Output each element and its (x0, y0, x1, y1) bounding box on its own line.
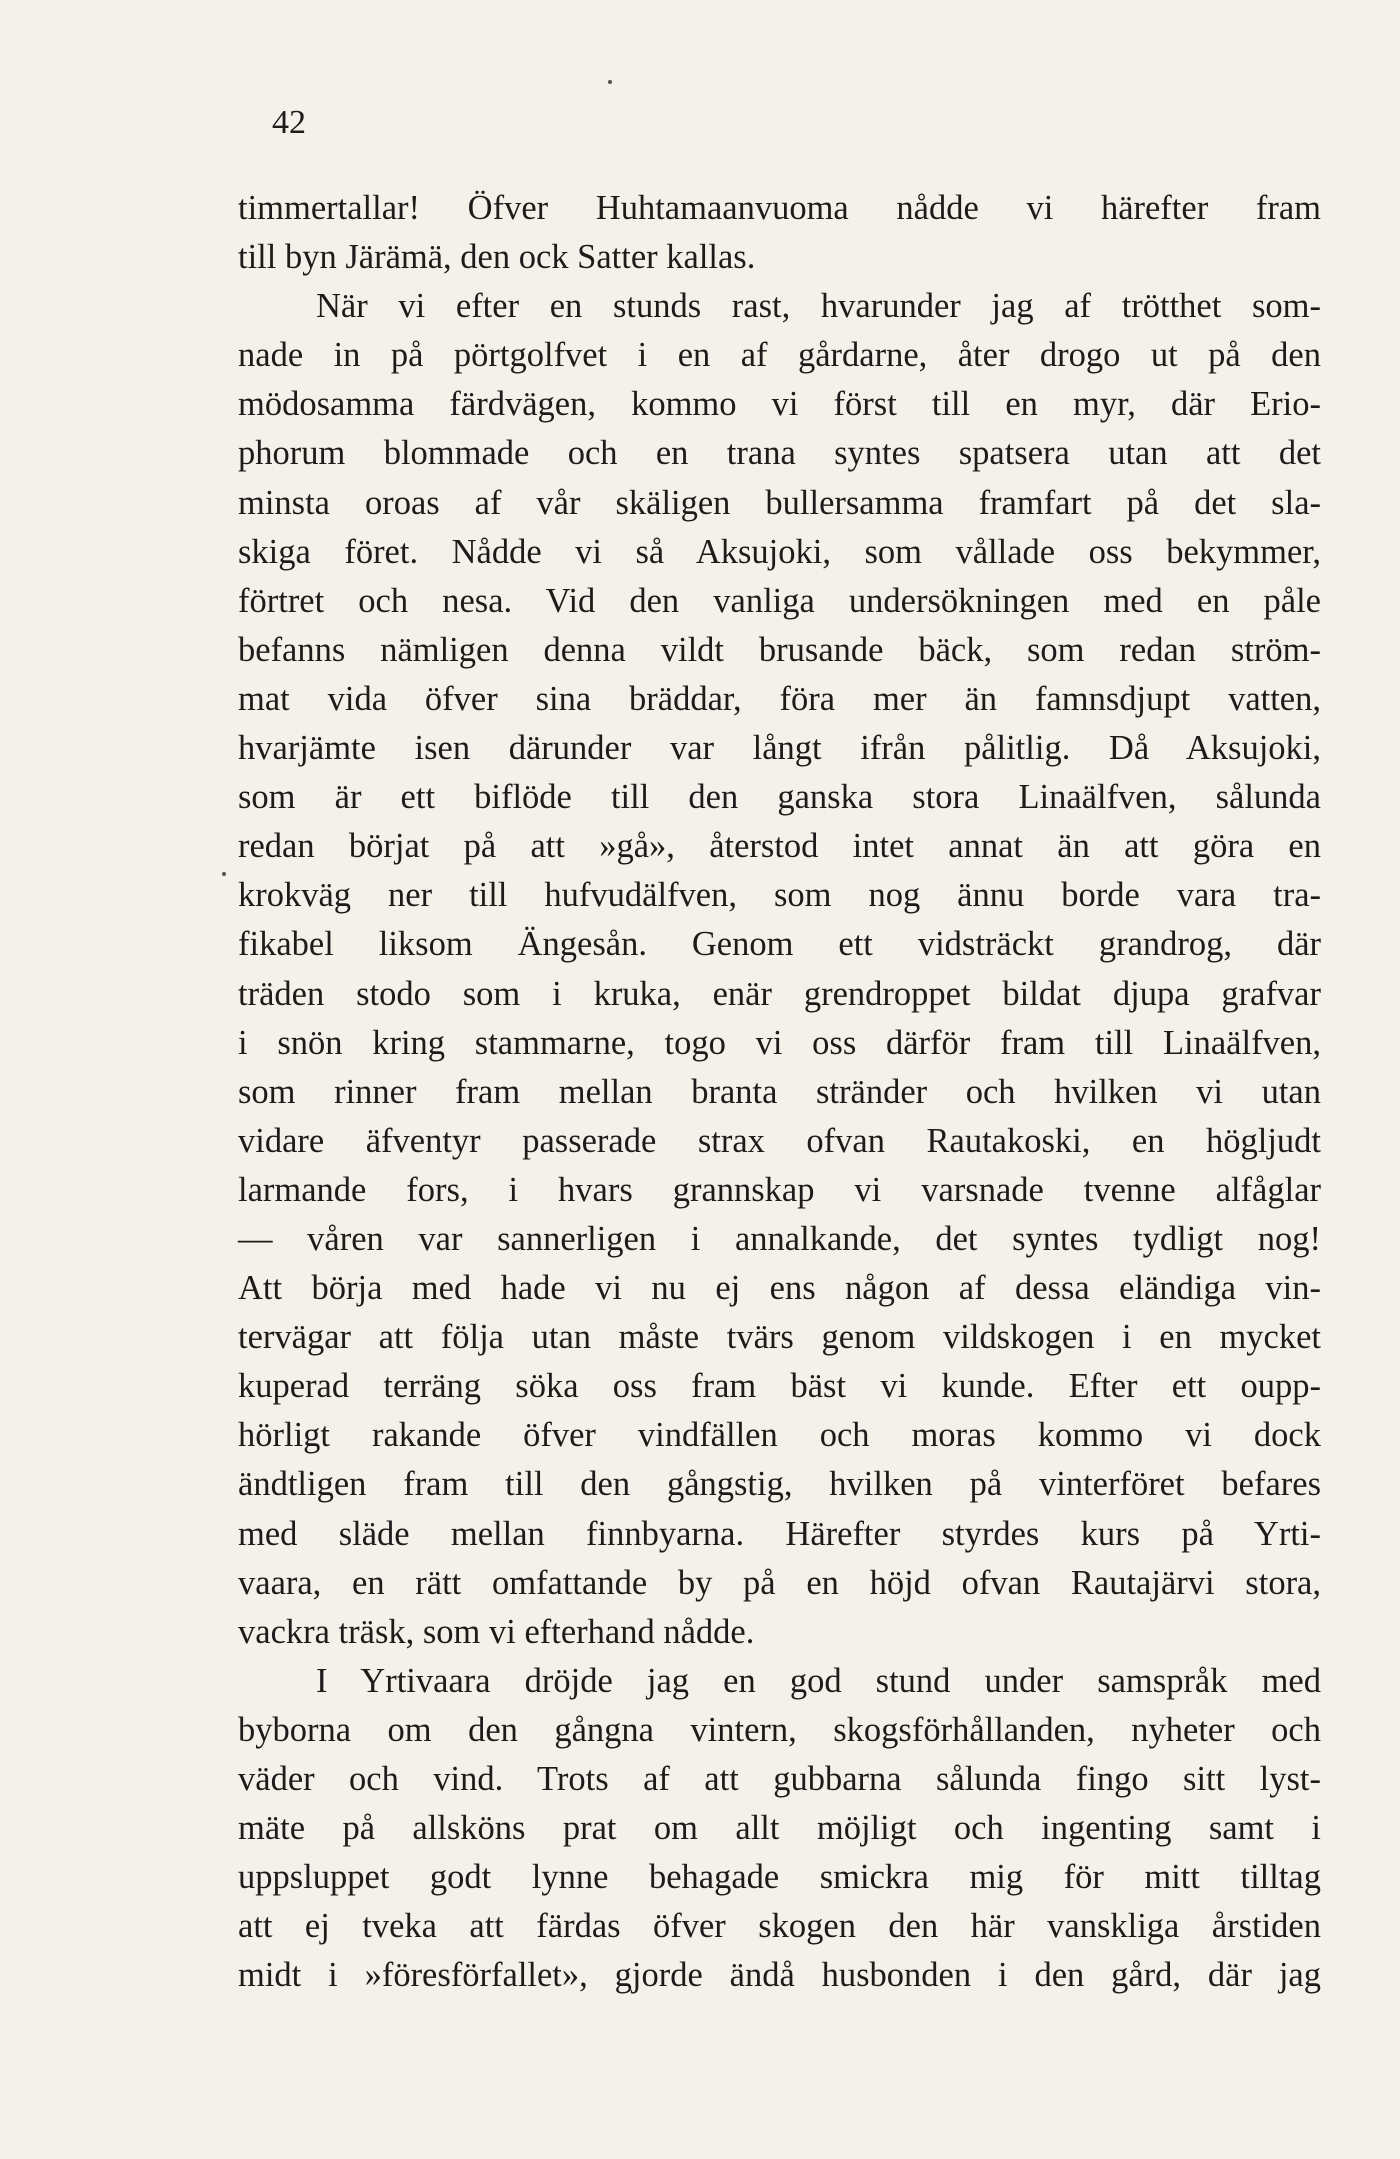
paper-speck (222, 872, 226, 876)
text-line: uppsluppet godt lynne behagade smickra mig för mitt tilltag (238, 1858, 1321, 1897)
text-line: nade in på pörtgolfvet i en af gårdarne, åter drogo ut på den (238, 336, 1321, 375)
text-line: väder och vind. Trots af att gubbarna sålunda fingo sitt lyst- (238, 1760, 1321, 1798)
text-line: phorum blommade och en trana syntes spatsera utan att det (238, 434, 1321, 473)
text-line: vidare äfventyr passerade strax ofvan Rautakoski, en högljudt (238, 1121, 1321, 1160)
text-line: minsta oroas af vår skäligen bullersamma framfart på det sla- (238, 483, 1321, 522)
text-line: kuperad terräng söka oss fram bäst vi kunde. Efter ett oupp- (238, 1367, 1321, 1406)
text-line: Att börja med hade vi nu ej ens någon af dessa eländiga vin- (238, 1269, 1321, 1308)
text-line: som är ett biflöde till den ganska stora Linaälfven, sålunda (238, 778, 1321, 817)
paper-speck (608, 80, 612, 84)
body-text (238, 184, 1321, 2000)
text-line: ändtligen fram till den gångstig, hvilken på vinterföret befares (238, 1465, 1321, 1504)
text-line: förtret och nesa. Vid den vanliga undersökningen med en påle (238, 581, 1321, 620)
text-line: hvarjämte isen därunder var långt ifrån pålitlig. Då Aksujoki, (238, 729, 1321, 768)
text-line: byborna om den gångna vintern, skogsförhållanden, nyheter och (238, 1710, 1321, 1749)
text-line: timmertallar! Öfver Huhtamaanvuoma nådde vi härefter fram (238, 189, 1321, 227)
text-line: krokväg ner till hufvudälfven, som nog ännu borde vara tra- (238, 876, 1321, 915)
text-line: mödosamma färdvägen, kommo vi först till en myr, där Erio- (238, 385, 1321, 424)
text-line: vaara, en rätt omfattande by på en höjd ofvan Rautajärvi stora, (238, 1563, 1321, 1602)
text-line: tervägar att följa utan måste tvärs genom vildskogen i en mycket (238, 1318, 1321, 1357)
text-line: vackra träsk, som vi efterhand nådde. (238, 1612, 755, 1651)
text-line: redan börjat på att »gå», återstod intet annat än att göra en (238, 827, 1321, 866)
text-line: att ej tveka att färdas öfver skogen den här vanskliga årstiden (238, 1907, 1321, 1946)
text-line: — våren var sannerligen i annalkande, det syntes tydligt nog! (238, 1219, 1321, 1258)
page-number: 42 (272, 104, 306, 141)
text-line: När vi efter en stunds rast, hvarunder jag af trötthet som- (316, 287, 1321, 326)
text-line: som rinner fram mellan branta stränder och hvilken vi utan (238, 1072, 1321, 1111)
text-line: I Yrtivaara dröjde jag en god stund under samspråk med (316, 1661, 1321, 1700)
text-line: befanns nämligen denna vildt brusande bäck, som redan ström- (238, 630, 1321, 669)
text-line: skiga föret. Nådde vi så Aksujoki, som vållade oss bekymmer, (238, 532, 1321, 571)
text-line: larmande fors, i hvars grannskap vi varsnade tvenne alfåglar (238, 1170, 1321, 1209)
text-line: i snön kring stammarne, togo vi oss därför fram till Linaälfven, (238, 1023, 1321, 1062)
text-line: hörligt rakande öfver vindfällen och moras kommo vi dock (238, 1416, 1321, 1455)
text-line: träden stodo som i kruka, enär grendroppet bildat djupa grafvar (238, 974, 1321, 1013)
text-line: mat vida öfver sina bräddar, föra mer än famnsdjupt vatten, (238, 679, 1321, 718)
text-line: med släde mellan finnbyarna. Härefter styrdes kurs på Yrti- (238, 1514, 1321, 1553)
text-line: mäte på allsköns prat om allt möjligt och ingenting samt i (238, 1809, 1321, 1848)
text-line: fikabel liksom Ängesån. Genom ett vidsträckt grandrog, där (238, 925, 1321, 964)
text-line: midt i »föresförfallet», gjorde ändå husbonden i den gård, där jag (238, 1956, 1321, 1995)
text-line: till byn Järämä, den ock Satter kallas. (238, 238, 756, 277)
